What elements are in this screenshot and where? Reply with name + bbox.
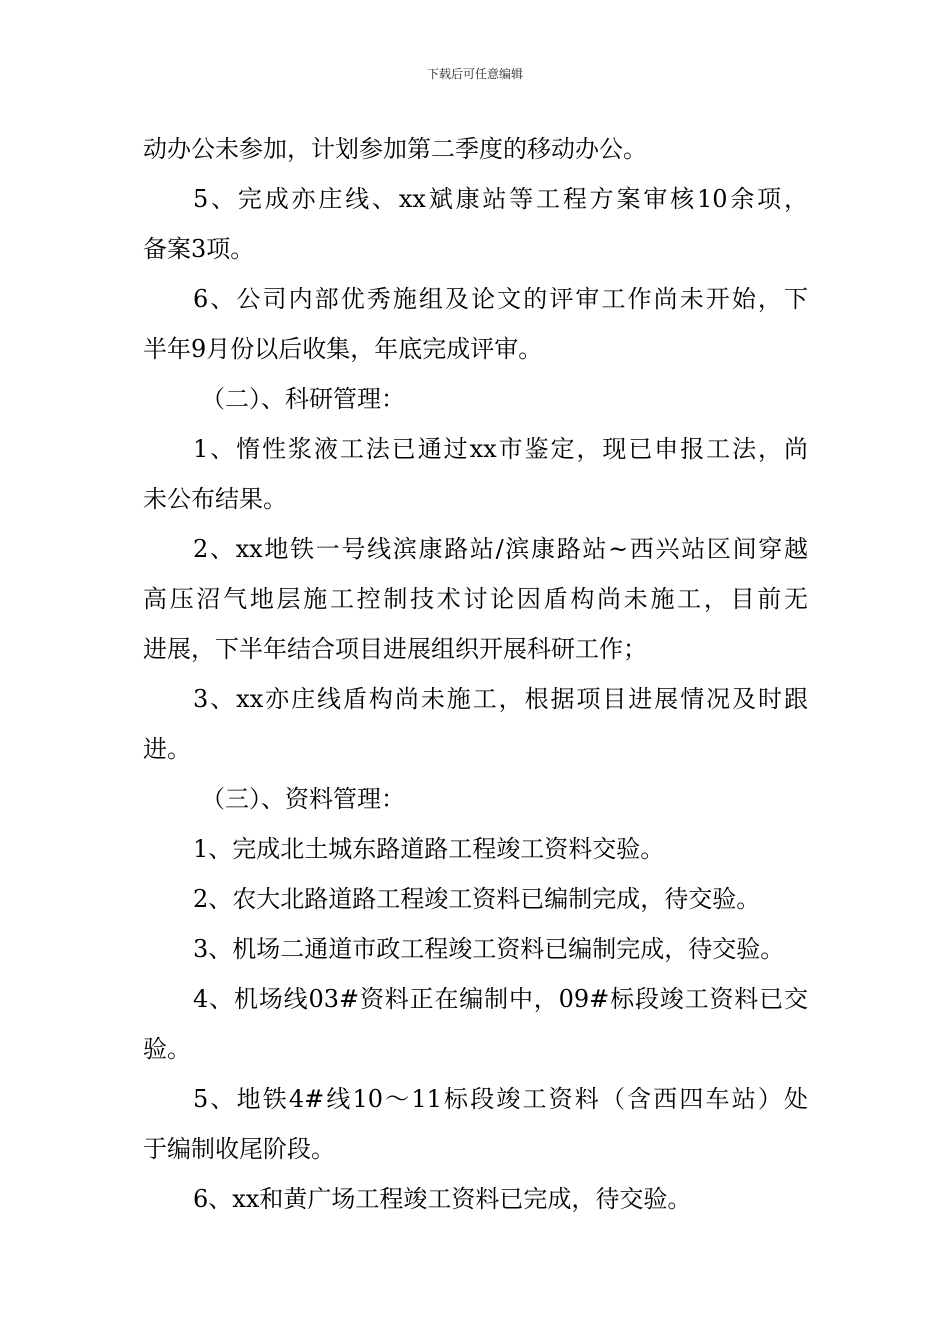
- paragraph-line: 于编制收尾阶段。: [143, 1135, 335, 1163]
- paragraph-line: 1、完成北土城东路道路工程竣工资料交验。: [193, 835, 665, 863]
- paragraph-line: 高压沼气地层施工控制技术讨论因盾构尚未施工，目前无: [143, 585, 808, 613]
- paragraph-line: 4、机场线03#资料正在编制中，09#标段竣工资料已交: [193, 985, 808, 1013]
- section-heading: （三）、资料管理：: [201, 785, 405, 813]
- paragraph-line: 验。: [143, 1035, 191, 1063]
- paragraph-line: 3、机场二通道市政工程竣工资料已编制完成，待交验。: [193, 935, 785, 963]
- paragraph-line: 进。: [143, 735, 191, 763]
- paragraph-line: 动办公未参加，计划参加第二季度的移动办公。: [143, 135, 647, 163]
- paragraph-line: 半年9月份以后收集，年底完成评审。: [143, 335, 543, 363]
- document-body: [143, 124, 808, 1224]
- paragraph-line: 未公布结果。: [143, 485, 287, 513]
- paragraph-line: 3、xx亦庄线盾构尚未施工，根据项目进展情况及时跟: [193, 685, 808, 713]
- paragraph-line: 备案3项。: [143, 235, 255, 263]
- paragraph-line: 1、惰性浆液工法已通过xx市鉴定，现已申报工法，尚: [193, 435, 808, 463]
- paragraph-line: 2、农大北路道路工程竣工资料已编制完成，待交验。: [193, 885, 761, 913]
- paragraph-line: 5、地铁4#线10～11标段竣工资料（含西四车站）处: [193, 1085, 808, 1113]
- paragraph-line: 6、xx和黄广场工程竣工资料已完成，待交验。: [193, 1185, 692, 1213]
- page-header: 下载后可任意编辑: [426, 67, 523, 81]
- paragraph-line: 2、xx地铁一号线滨康路站/滨康路站~西兴站区间穿越: [193, 535, 808, 563]
- paragraph-line: 进展，下半年结合项目进展组织开展科研工作；: [143, 635, 647, 663]
- paragraph-line: 5、完成亦庄线、xx斌康站等工程方案审核10余项，: [193, 185, 808, 213]
- section-heading: （二）、科研管理：: [201, 385, 405, 413]
- paragraph-line: 6、公司内部优秀施组及论文的评审工作尚未开始，下: [193, 285, 808, 313]
